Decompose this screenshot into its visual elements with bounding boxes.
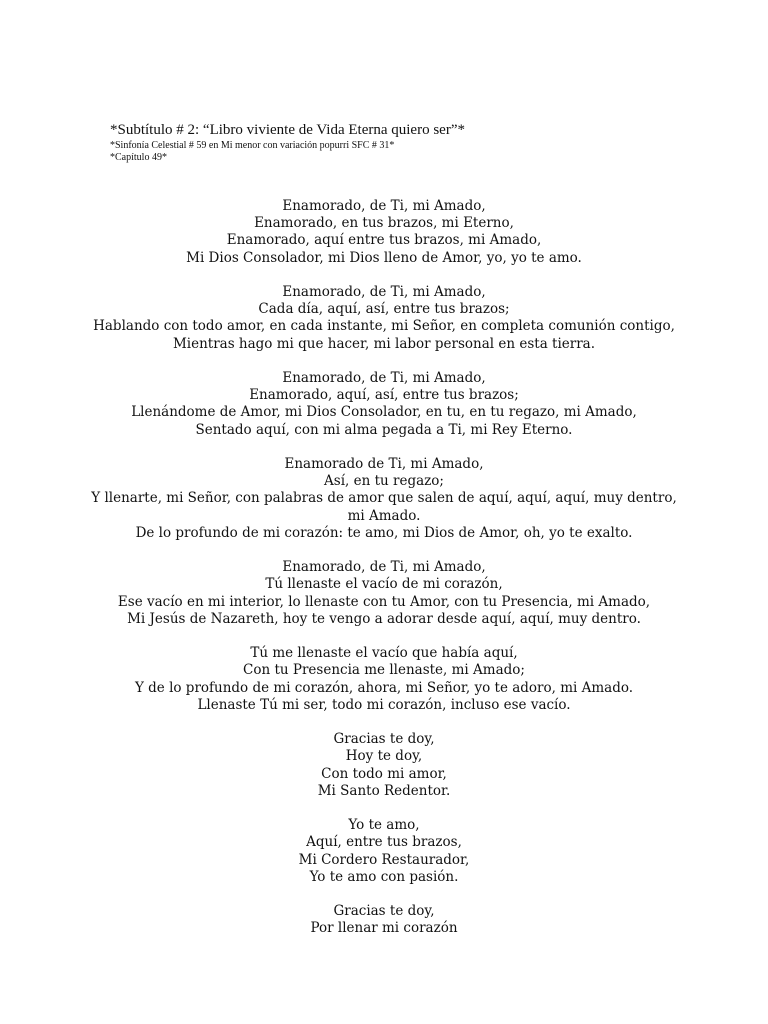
- lyric-line: Por llenar mi corazón: [310, 920, 458, 937]
- lyric-line: Y de lo profundo de mi corazón, ahora, mi Señor, yo te adoro, mi Amado.: [134, 679, 634, 696]
- stanza: [20, 198, 748, 267]
- stanza: [20, 456, 748, 542]
- lyric-line: Gracias te doy,: [333, 731, 435, 748]
- stanza: [20, 284, 748, 353]
- lyric-line: Con tu Presencia me llenaste, mi Amado;: [243, 662, 525, 679]
- stanza: [20, 731, 748, 800]
- symphony-note: *Sinfonía Celestial # 59 en Mi menor con variación popurri SFC # 31*: [110, 140, 395, 151]
- lyric-line: Así, en tu regazo;: [324, 473, 444, 490]
- lyric-line: Mi Jesús de Nazareth, hoy te vengo a adorar desde aquí, aquí, muy dentro.: [127, 610, 641, 627]
- lyric-line: Ese vacío en mi interior, lo llenaste con tu Amor, con tu Presencia, mi Amado,: [117, 593, 651, 610]
- lyric-line: Mi Santo Redentor.: [317, 782, 451, 799]
- stanza: [20, 559, 748, 628]
- chapter-note: *Capítulo 49*: [110, 152, 167, 163]
- lyric-line: mi Amado.: [347, 507, 421, 524]
- stanza: [20, 370, 748, 439]
- subtitle: *Subtítulo # 2: “Libro viviente de Vida Eterna quiero ser”*: [110, 122, 465, 138]
- lyric-line: Enamorado de Ti, mi Amado,: [284, 456, 484, 472]
- document-header: [110, 121, 465, 164]
- lyric-line: Mi Cordero Restaurador,: [298, 851, 470, 868]
- lyric-line: Sentado aquí, con mi alma pegada a Ti, mi Rey Eterno.: [195, 421, 573, 438]
- lyric-line: Enamorado, de Ti, mi Amado,: [282, 559, 486, 576]
- lyric-line: Gracias te doy,: [333, 903, 435, 920]
- lyric-line: Con todo mi amor,: [321, 765, 447, 782]
- lyric-line: Y llenarte, mi Señor, con palabras de amor que salen de aquí, aquí, aquí, muy dentro,: [91, 490, 677, 507]
- lyric-line: Aquí, entre tus brazos,: [306, 834, 462, 851]
- lyric-line: Yo te amo con pasión.: [309, 868, 459, 885]
- lyric-line: Enamorado, de Ti, mi Amado,: [282, 284, 486, 300]
- stanza: [20, 645, 748, 714]
- lyric-line: Tú llenaste el vacío de mi corazón,: [265, 576, 503, 593]
- lyric-line: Llenándome de Amor, mi Dios Consolador, en tu, en tu regazo, mi Amado,: [131, 404, 637, 421]
- lyric-line: Hablando con todo amor, en cada instante, mi Señor, en completa comunión contigo,: [93, 318, 675, 335]
- lyric-line: Tú me llenaste el vacío que había aquí,: [250, 645, 518, 662]
- lyric-line: De lo profundo de mi corazón: te amo, mi Dios de Amor, oh, yo te exalto.: [135, 524, 633, 541]
- lyric-line: Cada día, aquí, así, entre tus brazos;: [258, 301, 510, 318]
- lyric-line: Enamorado, aquí entre tus brazos, mi Amado,: [226, 232, 542, 249]
- stanza: [20, 817, 748, 886]
- stanza: [20, 903, 748, 937]
- lyric-line: Enamorado, aquí, así, entre tus brazos;: [249, 387, 519, 404]
- lyrics-body: [20, 198, 748, 955]
- lyric-line: Hoy te doy,: [345, 748, 423, 765]
- lyric-line: Enamorado, de Ti, mi Amado,: [282, 198, 486, 214]
- lyric-line: Yo te amo,: [348, 817, 420, 834]
- lyric-line: Enamorado, de Ti, mi Amado,: [282, 370, 486, 386]
- lyric-line: Enamorado, en tus brazos, mi Eterno,: [254, 215, 514, 232]
- lyric-line: Mientras hago mi que hacer, mi labor personal en esta tierra.: [172, 335, 596, 352]
- lyric-line: Mi Dios Consolador, mi Dios lleno de Amor, yo, yo te amo.: [186, 249, 582, 266]
- lyric-line: Llenaste Tú mi ser, todo mi corazón, incluso ese vacío.: [197, 696, 571, 713]
